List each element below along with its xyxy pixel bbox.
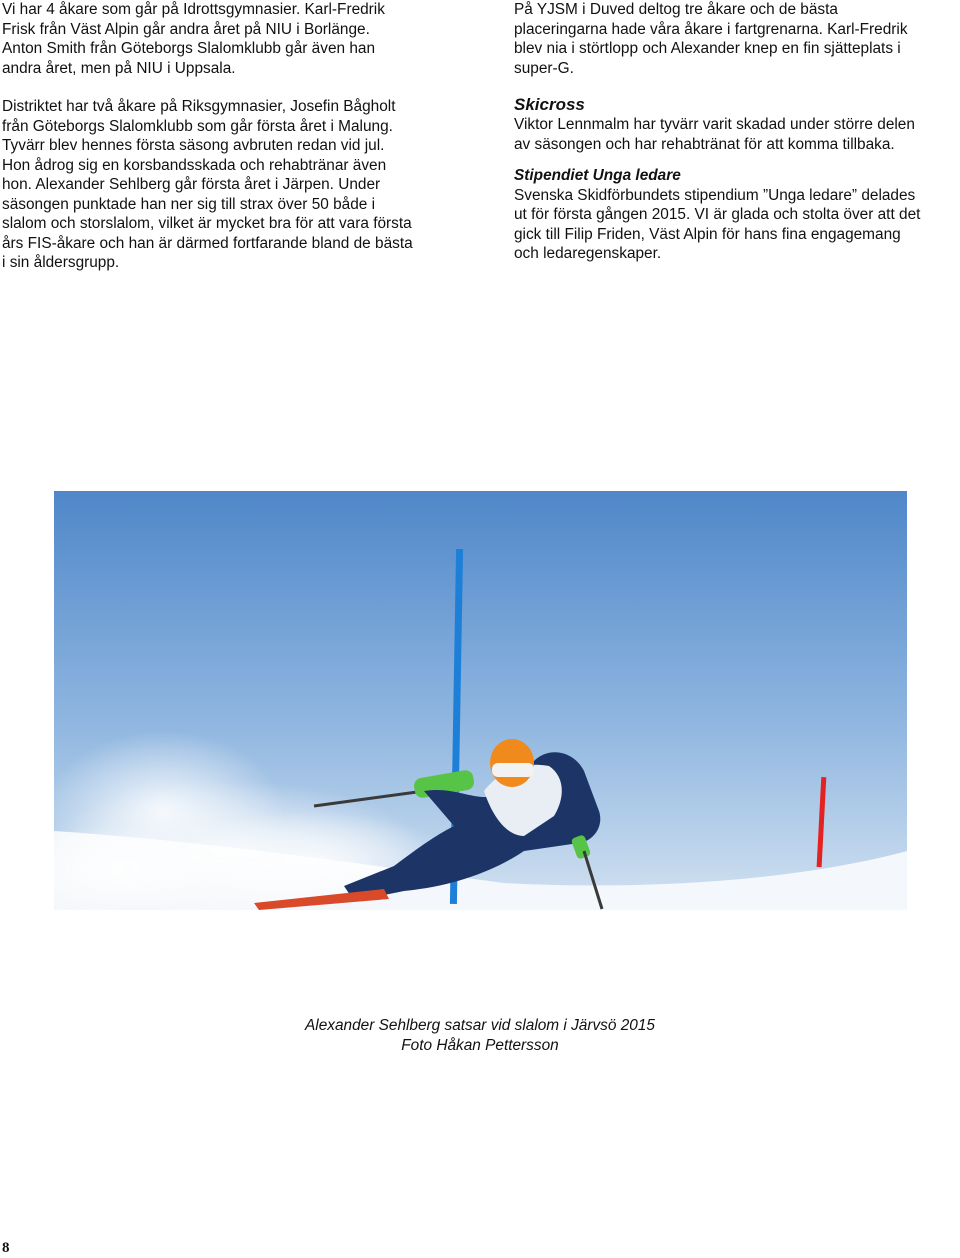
caption-line-title: Alexander Sehlberg satsar vid slalom i Järvsö 2015	[305, 1017, 655, 1034]
right-column	[514, 0, 960, 264]
paragraph-skicross: Viktor Lennmalm har tyvärr varit skadad under större delen av säsongen och har rehabtränat för att komma tillbaka.	[514, 116, 915, 153]
left-column	[2, 0, 458, 273]
slalom-photo	[54, 491, 907, 910]
caption-line-credit: Foto Håkan Pettersson	[401, 1036, 559, 1054]
right-paragraph-yjsm: På YJSM i Duved deltog tre åkare och de bästa placeringarna hade våra åkare i fartgrenarna. Karl-Fredrik blev nia i störtlopp och Alexander knep en fin sjätteplats i super-G.	[514, 1, 908, 77]
paragraph-stipendiet: Svenska Skidförbundets stipendium ”Unga ledare” delades ut för första gången 2015. VI är glada och stolta över att det gick till Filip Friden, Väst Alpin för hans fina engagemang och ledaregenskaper.	[514, 186, 921, 262]
left-paragraph-riksgymnasier: Distriktet har två åkare på Riksgymnasier, Josefin Bågholt från Göteborgs Slalomklubb som går första året i Malung. Tyvärr blev hennes första säsong avbruten redan vid jul. Hon ådrog sig en korsbandsskada och rehabtränar även hon. Alexander Sehlberg går första året i Järpen. Under säsongen punktade han ner sig till strax över 50 både i slalom och storslalom, vilket är mycket bra för att vara första års FIS-åkare och han är därmed fortfarande bland de bästa i sin åldersgrupp.	[2, 98, 413, 271]
heading-skicross: Skicross	[514, 95, 585, 114]
photo-caption	[0, 1016, 960, 1055]
heading-stipendiet: Stipendiet Unga ledare	[514, 167, 681, 184]
left-paragraph-idrottsgymnasier: Vi har 4 åkare som går på Idrottsgymnasier. Karl-Fredrik Frisk från Väst Alpin går andra året på NIU i Borlänge. Anton Smith från Göteborgs Slalomklubb går även han andra året, men på NIU i Uppsala.	[2, 1, 385, 77]
page-number: 8	[2, 1240, 10, 1256]
